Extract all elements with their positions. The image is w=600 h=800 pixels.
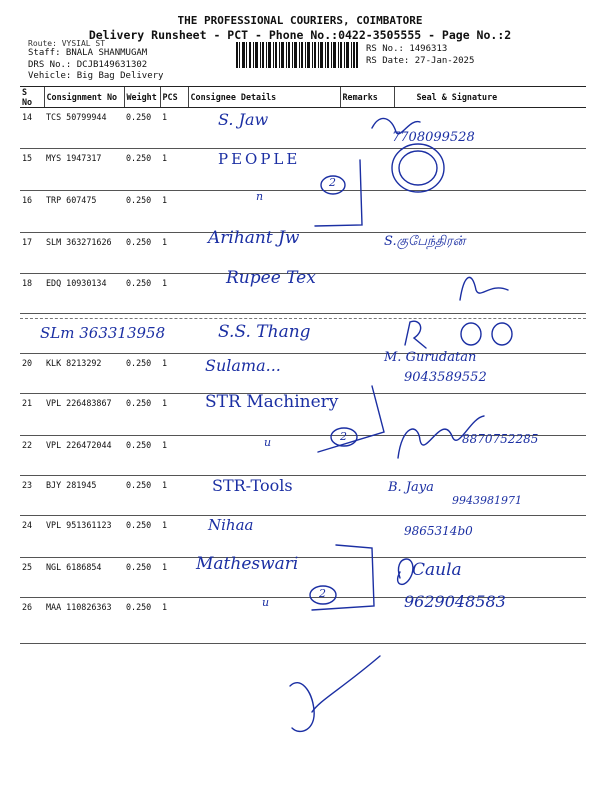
cell-weight: 0.250 [124, 274, 160, 314]
hw-r25-name: Matheswari [196, 554, 299, 574]
cell-sno: 21 [20, 394, 44, 436]
hw-r20-phone: 9043589552 [404, 370, 487, 385]
hw-r15-count: 2 [329, 176, 336, 189]
route-label: Route: VYSIAL ST [28, 39, 106, 48]
hw-r22-mark: u [264, 436, 272, 449]
cell-sno: 24 [20, 516, 44, 558]
cell-weight: 0.250 [124, 233, 160, 274]
cell-consignment: TCS 50799944 [44, 108, 124, 149]
hw-r18-name: Rupee Tex [226, 268, 316, 288]
cell-sno: 22 [20, 436, 44, 476]
cell-weight: 0.250 [124, 149, 160, 191]
cell-pcs: 1 [160, 558, 188, 598]
cell-weight: 0.250 [124, 394, 160, 436]
cell-consignment: MAA 110826363 [44, 598, 124, 644]
hw-r23-phone: 9943981971 [452, 494, 522, 507]
staff-label: Staff: BNALA SHANMUGAM [28, 48, 148, 58]
hw-r14-phone: 7708099528 [392, 130, 475, 145]
hw-r21-name: STR Machinery [205, 392, 339, 412]
cell-pcs: 1 [160, 476, 188, 516]
cell-weight: 0.250 [124, 354, 160, 394]
cell-pcs: 1 [160, 354, 188, 394]
hw-r24-phone: 9865314b0 [404, 524, 473, 538]
cell-weight: 0.250 [124, 191, 160, 233]
cell-consignment: VPL 226483867 [44, 394, 124, 436]
rs-date: RS Date: 27-Jan-2025 [366, 56, 475, 66]
cell-weight: 0.250 [124, 598, 160, 644]
cell-consignment: VPL 951361123 [44, 516, 124, 558]
cell-sno: 20 [20, 354, 44, 394]
col-consignment: Consignment No [44, 87, 124, 108]
vehicle-label: Vehicle: Big Bag Delivery [28, 71, 164, 81]
runsheet-subtitle: Delivery Runsheet - PCT - Phone No.:0422-3505555 - Page No.:2 [88, 28, 512, 42]
hw-r17-signature: S.குபேந்திரன் [384, 234, 466, 249]
cell-pcs: 1 [160, 191, 188, 233]
hw-r26-mark: u [262, 596, 270, 609]
hw-r24-name: Nihaa [208, 516, 254, 534]
cell-consignment: TRP 607475 [44, 191, 124, 233]
cell-consignment: NGL 6186854 [44, 558, 124, 598]
cell-pcs: 1 [160, 436, 188, 476]
hw-r22-phone: 8870752285 [462, 432, 539, 446]
hw-r20-name: Sulama... [205, 356, 281, 375]
cell-pcs: 1 [160, 516, 188, 558]
cell-sno: 16 [20, 191, 44, 233]
cell-sno: 26 [20, 598, 44, 644]
cell-weight: 0.250 [124, 108, 160, 149]
cell-sno: 17 [20, 233, 44, 274]
cell-consignment: VPL 226472044 [44, 436, 124, 476]
cell-pcs: 1 [160, 274, 188, 314]
cell-consignment: MYS 1947317 [44, 149, 124, 191]
cell-pcs: 1 [160, 233, 188, 274]
hw-r25-signature: Caula [412, 560, 462, 580]
cell-consignment: KLK 8213292 [44, 354, 124, 394]
cell-weight: 0.250 [124, 476, 160, 516]
hw-r20-signature: M. Gurudatan [384, 350, 477, 365]
col-pcs: PCS [160, 87, 188, 108]
cell-pcs: 1 [160, 149, 188, 191]
col-sno: S No [20, 87, 44, 108]
cell-sno: 23 [20, 476, 44, 516]
hw-r19-name: S.S. Thang [218, 322, 311, 342]
drs-number: DRS No.: DCJB149631302 [28, 60, 148, 70]
cell-sno: 15 [20, 149, 44, 191]
cell-weight: 0.250 [124, 436, 160, 476]
cell-weight: 0.250 [124, 516, 160, 558]
hw-r25-phone: 9629048583 [404, 592, 506, 611]
cell-consignment: BJY 281945 [44, 476, 124, 516]
hw-r23-signature: B. Jaya [388, 480, 434, 495]
cell-pcs: 1 [160, 394, 188, 436]
col-signature: Seal & Signature [394, 87, 586, 108]
cell-sno: 14 [20, 108, 44, 149]
cell-weight: 0.250 [124, 558, 160, 598]
hw-r15-name: PEOPLE [218, 150, 301, 168]
cell-pcs: 1 [160, 108, 188, 149]
col-weight: Weight [124, 87, 160, 108]
company-title: THE PROFESSIONAL COURIERS, COIMBATORE [177, 14, 423, 27]
hw-r23-name: STR-Tools [212, 476, 293, 495]
hw-r19-consignment: SLm 363313958 [40, 324, 166, 342]
cell-sno: 25 [20, 558, 44, 598]
hw-r21-count: 2 [340, 430, 347, 443]
hw-r25-count: 2 [319, 587, 326, 600]
col-consignee: Consignee Details [188, 87, 340, 108]
cell-sno: 18 [20, 274, 44, 314]
cell-pcs: 1 [160, 598, 188, 644]
rs-number: RS No.: 1496313 [366, 44, 448, 54]
cell-consignment: EDQ 10930134 [44, 274, 124, 314]
hw-r17-name: Arihant Jw [208, 228, 300, 248]
hw-r14-name: S. Jaw [218, 110, 269, 129]
hw-r16-mark: n [256, 190, 264, 203]
cell-consignment: SLM 363271626 [44, 233, 124, 274]
col-remarks: Remarks [340, 87, 394, 108]
